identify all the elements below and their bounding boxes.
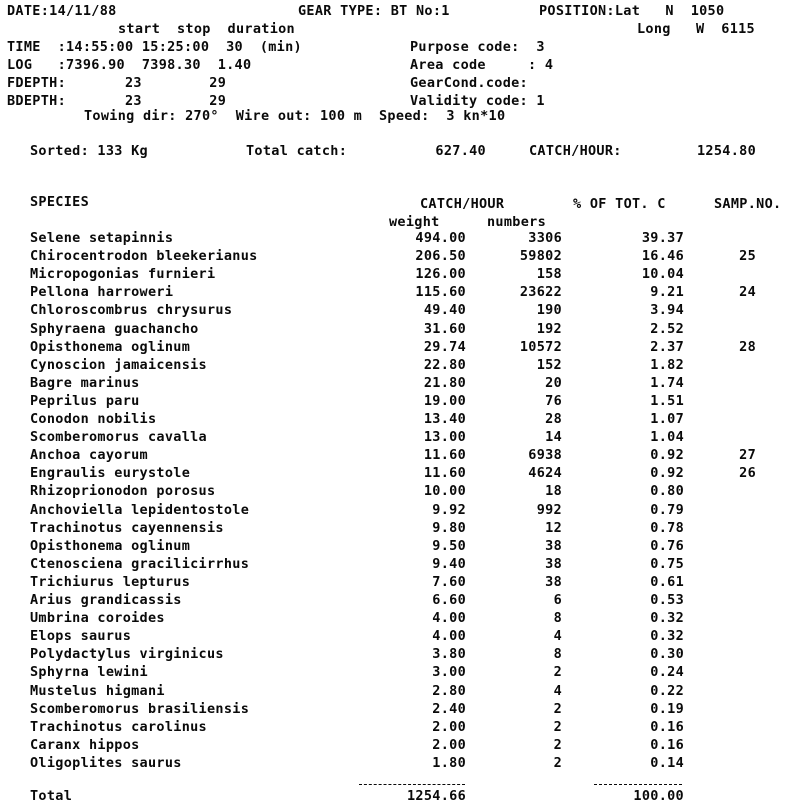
catch-numbers: 59802 <box>519 248 562 265</box>
catch-numbers: 4 <box>553 682 562 699</box>
catch-weight: 126.00 <box>415 266 466 283</box>
species-name: Selene setapinnis <box>30 230 174 246</box>
species-name: Mustelus higmani <box>30 682 165 699</box>
catch-weight: 4.00 <box>432 610 466 627</box>
total-label: Total <box>30 788 73 804</box>
sample-number: 28 <box>739 338 756 355</box>
percent-of-total: 0.76 <box>650 537 684 554</box>
species-name: Chirocentrodon bleekerianus <box>30 248 258 265</box>
catch-numbers: 158 <box>536 266 562 283</box>
percent-of-total: 0.92 <box>650 465 684 482</box>
towing-info: Towing dir: 270° Wire out: 100 m Speed: 3 kn*10 <box>84 108 506 124</box>
species-name: Umbrina coroides <box>30 610 165 627</box>
catch-numbers: 4624 <box>528 465 562 482</box>
total-weight: 1254.66 <box>407 788 466 804</box>
table-row <box>0 754 800 775</box>
species-name: Sphyraena guachancho <box>30 320 199 337</box>
species-name: Ctenosciena gracilicirrhus <box>30 555 250 572</box>
table-row <box>0 320 800 341</box>
percent-total-heading: % OF TOT. C <box>573 196 666 212</box>
total-catch-label: Total catch: <box>246 143 348 159</box>
catch-numbers: 152 <box>536 356 562 373</box>
percent-total-rule <box>594 784 682 785</box>
catch-weight: 9.92 <box>432 501 466 518</box>
percent-of-total: 0.79 <box>650 501 684 518</box>
species-name: Micropogonias furnieri <box>30 266 216 283</box>
catch-weight: 13.00 <box>423 429 466 446</box>
species-name: Conodon nobilis <box>30 411 157 427</box>
table-row <box>0 356 800 377</box>
catch-weight: 9.40 <box>432 555 466 572</box>
weight-heading: weight <box>389 214 440 230</box>
sample-number: 24 <box>739 284 756 301</box>
catch-weight: 115.60 <box>415 284 466 301</box>
total-catch-value: 627.40 <box>435 143 486 159</box>
table-row <box>0 700 800 721</box>
species-name: Trichiurus lepturus <box>30 573 191 590</box>
percent-of-total: 1.07 <box>650 411 684 427</box>
species-name: Scomberomorus brasiliensis <box>30 700 250 717</box>
sample-number: 26 <box>739 465 756 482</box>
percent-of-total: 0.24 <box>650 664 684 681</box>
catch-weight: 21.80 <box>423 374 466 391</box>
percent-of-total: 0.92 <box>650 447 684 464</box>
catch-numbers: 10572 <box>519 338 562 355</box>
species-name: Trachinotus carolinus <box>30 718 207 735</box>
species-name: Sphyrna lewini <box>30 664 148 681</box>
catch-weight: 11.60 <box>423 447 466 464</box>
catch-weight: 9.80 <box>432 519 466 536</box>
species-name: Chloroscombrus chrysurus <box>30 302 233 319</box>
catch-numbers: 192 <box>536 320 562 337</box>
catch-weight: 2.40 <box>432 700 466 717</box>
catch-weight: 11.60 <box>423 465 466 482</box>
catch-hour-value: 1254.80 <box>697 143 756 159</box>
catch-weight: 31.60 <box>423 320 466 337</box>
percent-of-total: 0.32 <box>650 610 684 627</box>
catch-weight: 3.80 <box>432 646 466 663</box>
table-row <box>0 519 800 540</box>
table-row <box>0 666 800 684</box>
table-row <box>0 537 800 558</box>
position-long-field: Long W 6115 <box>637 21 755 37</box>
percent-of-total: 0.61 <box>650 573 684 590</box>
total-percent: 100.00 <box>633 788 684 804</box>
percent-of-total: 1.82 <box>650 356 684 373</box>
sorted-weight: Sorted: 133 Kg <box>30 143 148 159</box>
bdepth-field: BDEPTH: 23 29 <box>7 93 227 109</box>
weight-total-rule <box>359 784 465 785</box>
species-name: Elops saurus <box>30 628 132 645</box>
catch-weight: 3.00 <box>432 664 466 681</box>
percent-of-total: 0.32 <box>650 628 684 645</box>
catch-numbers: 2 <box>553 664 562 681</box>
catch-numbers: 28 <box>545 411 562 427</box>
catch-numbers: 38 <box>545 573 562 590</box>
time-field: TIME :14:55:00 15:25:00 30 (min) <box>7 39 302 55</box>
species-name: Engraulis eurystole <box>30 465 191 482</box>
catch-weight: 49.40 <box>423 302 466 319</box>
catch-weight: 1.80 <box>432 754 466 771</box>
species-name: Anchoa cayorum <box>30 447 148 464</box>
percent-of-total: 1.51 <box>650 392 684 409</box>
species-name: Scomberomorus cavalla <box>30 429 207 446</box>
catch-weight: 206.50 <box>415 248 466 265</box>
percent-of-total: 3.94 <box>650 302 684 319</box>
fdepth-field: FDEPTH: 23 29 <box>7 75 227 91</box>
purpose-code-field: Purpose code: 3 <box>410 39 545 55</box>
species-name: Anchoviella lepidentostole <box>30 501 250 518</box>
percent-of-total: 10.04 <box>641 266 684 283</box>
species-name: Polydactylus virginicus <box>30 646 224 663</box>
species-name: Oligoplites saurus <box>30 754 182 771</box>
species-name: Opisthonema oglinum <box>30 338 191 355</box>
species-name: Peprilus paru <box>30 392 140 409</box>
percent-of-total: 2.37 <box>650 338 684 355</box>
catch-numbers: 38 <box>545 537 562 554</box>
table-row <box>0 718 800 739</box>
catch-weight: 9.50 <box>432 537 466 554</box>
species-name: Trachinotus cayennensis <box>30 519 224 536</box>
species-heading: SPECIES <box>30 194 89 210</box>
catch-hour-heading: CATCH/HOUR <box>420 196 505 212</box>
table-row <box>0 682 800 703</box>
percent-of-total: 39.37 <box>641 230 684 246</box>
percent-of-total: 0.16 <box>650 736 684 753</box>
percent-of-total: 0.75 <box>650 555 684 572</box>
species-name: Caranx hippos <box>30 736 140 753</box>
species-name: Opisthonema oglinum <box>30 537 191 554</box>
catch-weight: 2.00 <box>432 736 466 753</box>
percent-of-total: 1.04 <box>650 429 684 446</box>
table-row <box>0 501 800 522</box>
catch-numbers: 6 <box>553 592 562 608</box>
numbers-heading: numbers <box>487 214 546 230</box>
percent-of-total: 9.21 <box>650 284 684 301</box>
catch-numbers: 14 <box>545 429 562 446</box>
column-headings: start stop duration <box>118 21 295 37</box>
table-row <box>0 304 800 322</box>
catch-weight: 6.60 <box>432 592 466 608</box>
position-lat-field: POSITION:Lat N 1050 <box>539 3 725 19</box>
catch-numbers: 8 <box>553 646 562 663</box>
gearcond-code-field: GearCond.code: <box>410 75 528 91</box>
catch-weight: 4.00 <box>432 628 466 645</box>
catch-weight: 19.00 <box>423 392 466 409</box>
catch-numbers: 23622 <box>519 284 562 301</box>
area-code-field: Area code : 4 <box>410 57 554 73</box>
catch-weight: 13.40 <box>423 411 466 427</box>
percent-of-total: 0.53 <box>650 592 684 608</box>
catch-numbers: 20 <box>545 374 562 391</box>
catch-numbers: 2 <box>553 718 562 735</box>
catch-numbers: 190 <box>536 302 562 319</box>
percent-of-total: 1.74 <box>650 374 684 391</box>
catch-numbers: 6938 <box>528 447 562 464</box>
percent-of-total: 0.22 <box>650 682 684 699</box>
percent-of-total: 0.30 <box>650 646 684 663</box>
species-name: Bagre marinus <box>30 374 140 391</box>
catch-numbers: 3306 <box>528 230 562 246</box>
percent-of-total: 0.80 <box>650 483 684 500</box>
catch-numbers: 2 <box>553 700 562 717</box>
percent-of-total: 0.19 <box>650 700 684 717</box>
catch-numbers: 12 <box>545 519 562 536</box>
catch-weight: 2.00 <box>432 718 466 735</box>
percent-of-total: 16.46 <box>641 248 684 265</box>
catch-hour-label: CATCH/HOUR: <box>529 143 622 159</box>
catch-numbers: 8 <box>553 610 562 627</box>
gear-type-field: GEAR TYPE: BT No:1 <box>298 3 450 19</box>
sample-number: 27 <box>739 447 756 464</box>
catch-weight: 29.74 <box>423 338 466 355</box>
catch-numbers: 992 <box>536 501 562 518</box>
catch-weight: 22.80 <box>423 356 466 373</box>
species-name: Cynoscion jamaicensis <box>30 356 207 373</box>
percent-of-total: 0.78 <box>650 519 684 536</box>
species-name: Pellona harroweri <box>30 284 174 301</box>
catch-weight: 2.80 <box>432 682 466 699</box>
percent-of-total: 0.14 <box>650 754 684 771</box>
species-name: Arius grandicassis <box>30 592 182 608</box>
validity-code-field: Validity code: 1 <box>410 93 545 109</box>
catch-numbers: 18 <box>545 483 562 500</box>
percent-of-total: 0.16 <box>650 718 684 735</box>
table-row <box>0 338 800 359</box>
catch-weight: 10.00 <box>423 483 466 500</box>
catch-numbers: 2 <box>553 754 562 771</box>
sample-number: 25 <box>739 248 756 265</box>
log-field: LOG :7396.90 7398.30 1.40 <box>7 57 252 73</box>
catch-numbers: 2 <box>553 736 562 753</box>
catch-numbers: 76 <box>545 392 562 409</box>
catch-numbers: 38 <box>545 555 562 572</box>
date-field: DATE:14/11/88 <box>7 3 117 19</box>
sample-number-heading: SAMP.NO. <box>714 196 782 212</box>
catch-numbers: 4 <box>553 628 562 645</box>
catch-weight: 494.00 <box>415 230 466 246</box>
species-name: Rhizoprionodon porosus <box>30 483 216 500</box>
percent-of-total: 2.52 <box>650 320 684 337</box>
table-row <box>0 485 800 503</box>
catch-weight: 7.60 <box>432 573 466 590</box>
